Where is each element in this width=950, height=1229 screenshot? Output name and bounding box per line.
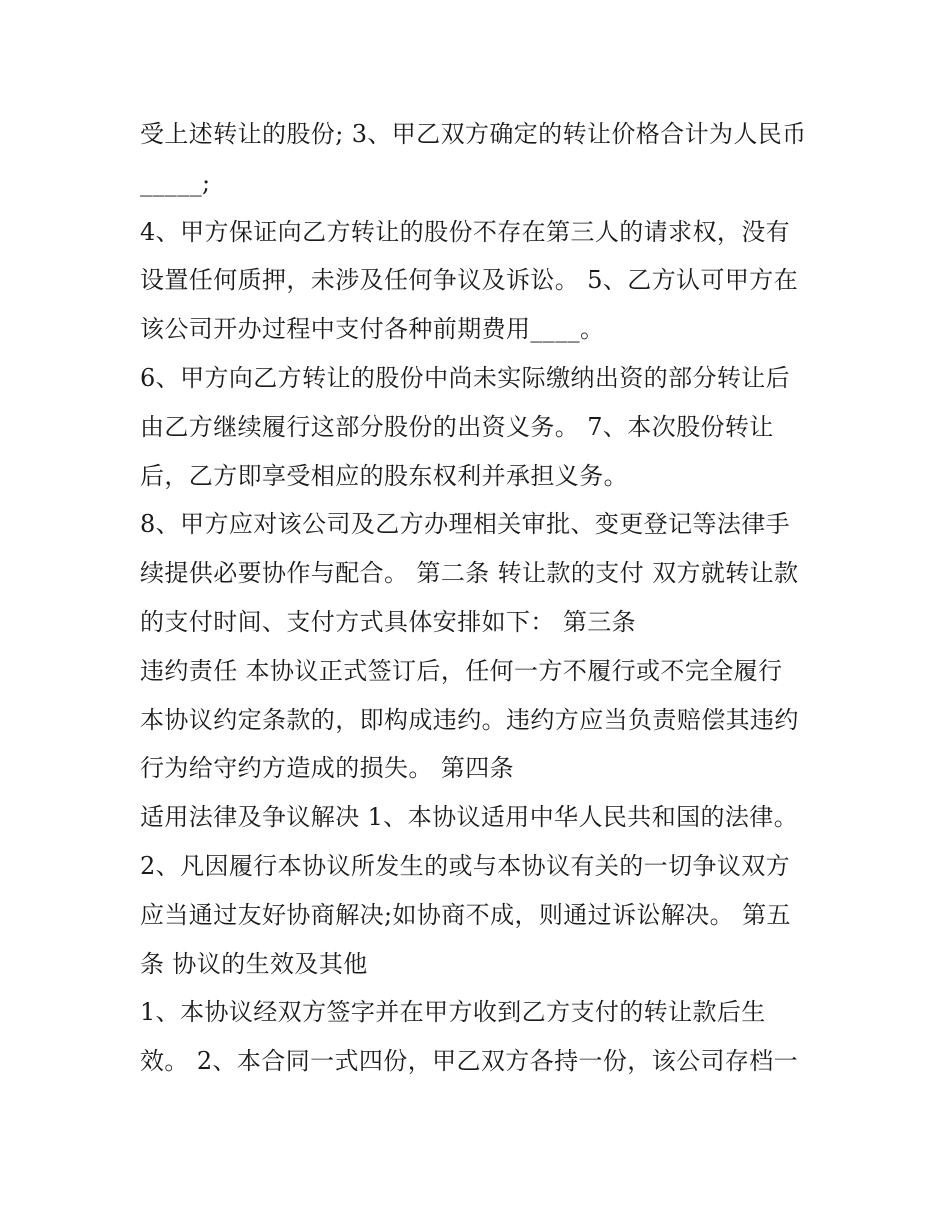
text-line: 该公司开办过程中支付各种前期费用____。 [140, 315, 605, 344]
text-line: _____; [140, 168, 211, 197]
text-line: 2、凡因履行本协议所发生的或与本协议有关的一切争议双方 [140, 851, 791, 880]
text-line: 设置任何质押，未涉及任何争议及诉讼。 5、乙方认可甲方在 [140, 266, 799, 295]
text-line: 4、甲方保证向乙方转让的股份不存在第三人的请求权，没有 [140, 217, 791, 246]
text-line: 后，乙方即享受相应的股东权利并承担义务。 [140, 461, 628, 490]
text-line: 行为给守约方造成的损失。 第四条 [140, 754, 515, 783]
contract-body-text [140, 110, 830, 1086]
text-line: 效。 2、本合同一式四份，甲乙双方各持一份，该公司存档一 [140, 1047, 799, 1076]
text-line: 条 协议的生效及其他 [140, 949, 368, 978]
text-line: 6、甲方向乙方转让的股份中尚未实际缴纳出资的部分转让后 [140, 363, 791, 392]
text-line: 违约责任 本协议正式签订后，任何一方不履行或不完全履行 [140, 656, 783, 685]
text-line: 应当通过友好协商解决;如协商不成，则通过诉讼解决。 第五 [140, 900, 791, 929]
text-line: 1、本协议经双方签字并在甲方收到乙方支付的转让款后生 [140, 998, 766, 1027]
text-line: 续提供必要协作与配合。 第二条 转让款的支付 双方就转让款 [140, 559, 799, 588]
text-line: 受上述转让的股份; 3、甲乙双方确定的转让价格合计为人民币 [140, 120, 807, 148]
text-line: 本协议约定条款的，即构成违约。违约方应当负责赔偿其违约 [140, 705, 799, 734]
text-line: 由乙方继续履行这部分股份的出资义务。 7、本次股份转让 [140, 412, 774, 441]
text-line: 8、甲方应对该公司及乙方办理相关审批、变更登记等法律手 [140, 510, 791, 539]
text-line: 的支付时间、支付方式具体安排如下： 第三条 [140, 607, 637, 636]
text-line: 适用法律及争议解决 1、本协议适用中华人民共和国的法律。 [140, 803, 799, 832]
